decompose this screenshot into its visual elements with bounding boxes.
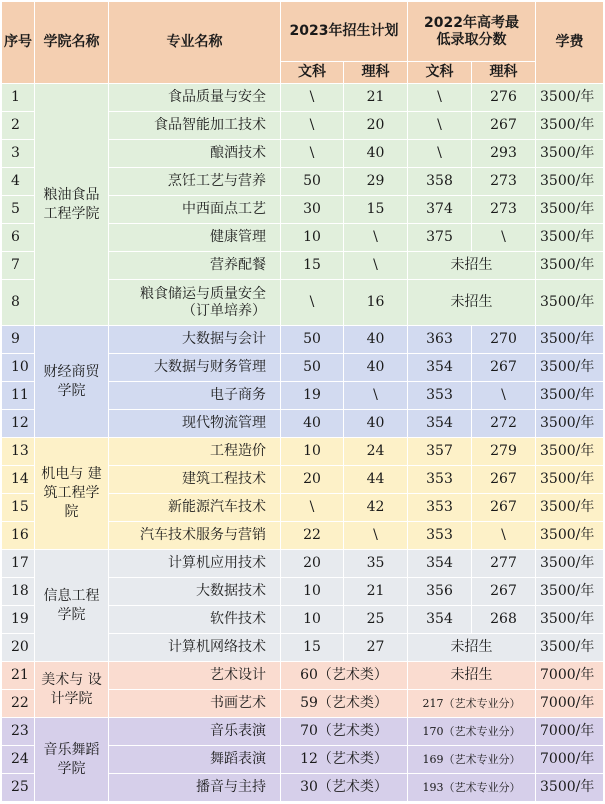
college-name: 信息工程学院 [35,550,109,662]
tuition-fee: 3500/年 [536,280,604,326]
plan-science: 21 [344,84,408,112]
row-number: 5 [2,196,35,224]
row-number: 8 [2,280,35,326]
score-science: 277 [472,550,536,578]
major-name: 电子商务 [109,382,281,410]
tuition-fee: 3500/年 [536,326,604,354]
major-name: 现代物流管理 [109,410,281,438]
score-liberal: 353 [408,494,472,522]
row-number: 7 [2,252,35,280]
score-science: 293 [472,140,536,168]
row-number: 22 [2,690,35,718]
header-score-liberal: 文科 [408,62,472,84]
tuition-fee: 7000/年 [536,746,604,774]
score-science: 272 [472,410,536,438]
header-college: 学院名称 [35,2,109,84]
admissions-table [1,1,604,802]
tuition-fee: 3500/年 [536,84,604,112]
plan-liberal: 10 [281,438,344,466]
min-score: 193（艺术专业分） [408,774,536,802]
header-score-2022: 2022年高考最低录取分数 [408,2,536,62]
row-number: 21 [2,662,35,690]
score-science: 273 [472,168,536,196]
plan-science: 25 [344,606,408,634]
tuition-fee: 7000/年 [536,662,604,690]
score-science: 268 [472,606,536,634]
plan-liberal: 22 [281,522,344,550]
table-row [2,718,604,746]
plan-liberal: \ [281,494,344,522]
plan-liberal: \ [281,140,344,168]
major-name: 建筑工程技术 [109,466,281,494]
major-name: 舞蹈表演 [109,746,281,774]
tuition-fee: 7000/年 [536,718,604,746]
tuition-fee: 3500/年 [536,252,604,280]
tuition-fee: 3500/年 [536,354,604,382]
row-number: 17 [2,550,35,578]
table-row [2,84,604,112]
score-science: \ [472,224,536,252]
tuition-fee: 3500/年 [536,168,604,196]
row-number: 2 [2,112,35,140]
score-liberal: 375 [408,224,472,252]
major-name: 粮食储运与质量安全（订单培养） [109,280,281,326]
tuition-fee: 3500/年 [536,578,604,606]
row-number: 11 [2,382,35,410]
plan-liberal: 40 [281,410,344,438]
row-number: 9 [2,326,35,354]
tuition-fee: 3500/年 [536,466,604,494]
major-name: 新能源汽车技术 [109,494,281,522]
score-liberal: 354 [408,606,472,634]
plan-science: 24 [344,438,408,466]
score-liberal: 353 [408,522,472,550]
row-number: 18 [2,578,35,606]
major-name: 软件技术 [109,606,281,634]
row-number: 14 [2,466,35,494]
min-score: 169（艺术专业分） [408,746,536,774]
plan-liberal: 19 [281,382,344,410]
major-name: 音乐表演 [109,718,281,746]
tuition-fee: 3500/年 [536,382,604,410]
plan-liberal: \ [281,84,344,112]
plan-count: 70（艺术类） [281,718,408,746]
tuition-fee: 3500/年 [536,112,604,140]
tuition-fee: 3500/年 [536,774,604,802]
score-liberal: 354 [408,410,472,438]
major-name: 烹饪工艺与营养 [109,168,281,196]
tuition-fee: 3500/年 [536,550,604,578]
plan-liberal: 50 [281,326,344,354]
row-number: 15 [2,494,35,522]
plan-science: \ [344,382,408,410]
score-science: 267 [472,494,536,522]
header-plan-liberal: 文科 [281,62,344,84]
score-liberal: 357 [408,438,472,466]
college-name: 机电与 建筑工程学院 [35,438,109,550]
plan-liberal: 10 [281,224,344,252]
score-liberal: 354 [408,550,472,578]
plan-science: 44 [344,466,408,494]
score-science: 267 [472,354,536,382]
major-name: 计算机网络技术 [109,634,281,662]
major-name: 营养配餐 [109,252,281,280]
min-score: 未招生 [408,634,536,662]
row-number: 13 [2,438,35,466]
score-liberal: 363 [408,326,472,354]
row-number: 19 [2,606,35,634]
score-science: 273 [472,196,536,224]
major-name: 艺术设计 [109,662,281,690]
score-science: 276 [472,84,536,112]
major-name: 食品智能加工技术 [109,112,281,140]
score-liberal: \ [408,112,472,140]
tuition-fee: 3500/年 [536,634,604,662]
plan-liberal: \ [281,280,344,326]
plan-liberal: 30 [281,196,344,224]
plan-science: 40 [344,354,408,382]
plan-liberal: 15 [281,634,344,662]
score-science: 267 [472,466,536,494]
plan-science: \ [344,522,408,550]
tuition-fee: 3500/年 [536,140,604,168]
row-number: 6 [2,224,35,252]
college-name: 粮油食品工程学院 [35,84,109,326]
min-score: 未招生 [408,252,536,280]
score-science: \ [472,382,536,410]
row-number: 24 [2,746,35,774]
tuition-fee: 3500/年 [536,438,604,466]
plan-count: 59（艺术类） [281,690,408,718]
major-name: 大数据与会计 [109,326,281,354]
plan-count: 30（艺术类） [281,774,408,802]
score-liberal: 354 [408,354,472,382]
score-liberal: \ [408,84,472,112]
plan-science: 40 [344,326,408,354]
plan-liberal: 10 [281,606,344,634]
table-row [2,550,604,578]
plan-liberal: 50 [281,354,344,382]
score-liberal: 356 [408,578,472,606]
plan-science: 40 [344,410,408,438]
plan-science: 29 [344,168,408,196]
row-number: 20 [2,634,35,662]
major-name: 书画艺术 [109,690,281,718]
tuition-fee: 3500/年 [536,522,604,550]
college-name: 美术与 设计学院 [35,662,109,718]
header-plan-2023: 2023年招生计划 [281,2,408,62]
min-score: 217（艺术专业分） [408,690,536,718]
header-seq: 序号 [2,2,35,84]
major-name: 酿酒技术 [109,140,281,168]
score-science: 279 [472,438,536,466]
score-liberal: 353 [408,466,472,494]
score-science: 267 [472,578,536,606]
major-name: 工程造价 [109,438,281,466]
table-row [2,438,604,466]
plan-science: 21 [344,578,408,606]
header-score-science: 理科 [472,62,536,84]
table-row [2,326,604,354]
min-score: 未招生 [408,280,536,326]
plan-liberal: \ [281,112,344,140]
major-name: 计算机应用技术 [109,550,281,578]
plan-science: 27 [344,634,408,662]
header-major: 专业名称 [109,2,281,84]
tuition-fee: 3500/年 [536,494,604,522]
plan-liberal: 50 [281,168,344,196]
major-name: 食品质量与安全 [109,84,281,112]
row-number: 23 [2,718,35,746]
admissions-table-body [2,84,604,802]
tuition-fee: 3500/年 [536,224,604,252]
tuition-fee: 3500/年 [536,410,604,438]
plan-science: 20 [344,112,408,140]
major-name: 健康管理 [109,224,281,252]
header-plan-science: 理科 [344,62,408,84]
plan-count: 12（艺术类） [281,746,408,774]
tuition-fee: 3500/年 [536,606,604,634]
score-science: 267 [472,112,536,140]
major-name: 大数据技术 [109,578,281,606]
plan-liberal: 20 [281,550,344,578]
header-fee: 学费 [536,2,604,84]
score-liberal: 358 [408,168,472,196]
plan-science: 42 [344,494,408,522]
plan-count: 60（艺术类） [281,662,408,690]
plan-liberal: 10 [281,578,344,606]
score-science: \ [472,522,536,550]
plan-liberal: 20 [281,466,344,494]
row-number: 10 [2,354,35,382]
table-row [2,662,604,690]
plan-science: 16 [344,280,408,326]
min-score: 170（艺术专业分） [408,718,536,746]
plan-liberal: 15 [281,252,344,280]
tuition-fee: 3500/年 [536,196,604,224]
plan-science: \ [344,224,408,252]
major-name: 大数据与财务管理 [109,354,281,382]
plan-science: \ [344,252,408,280]
row-number: 3 [2,140,35,168]
score-liberal: 374 [408,196,472,224]
score-liberal: \ [408,140,472,168]
row-number: 12 [2,410,35,438]
row-number: 16 [2,522,35,550]
score-science: 270 [472,326,536,354]
college-name: 音乐舞蹈学院 [35,718,109,802]
row-number: 25 [2,774,35,802]
plan-science: 40 [344,140,408,168]
major-name: 中西面点工艺 [109,196,281,224]
row-number: 1 [2,84,35,112]
college-name: 财经商贸学院 [35,326,109,438]
tuition-fee: 7000/年 [536,690,604,718]
major-name: 播音与主持 [109,774,281,802]
score-liberal: 353 [408,382,472,410]
major-name: 汽车技术服务与营销 [109,522,281,550]
row-number: 4 [2,168,35,196]
plan-science: 35 [344,550,408,578]
min-score: 未招生 [408,662,536,690]
plan-science: 15 [344,196,408,224]
